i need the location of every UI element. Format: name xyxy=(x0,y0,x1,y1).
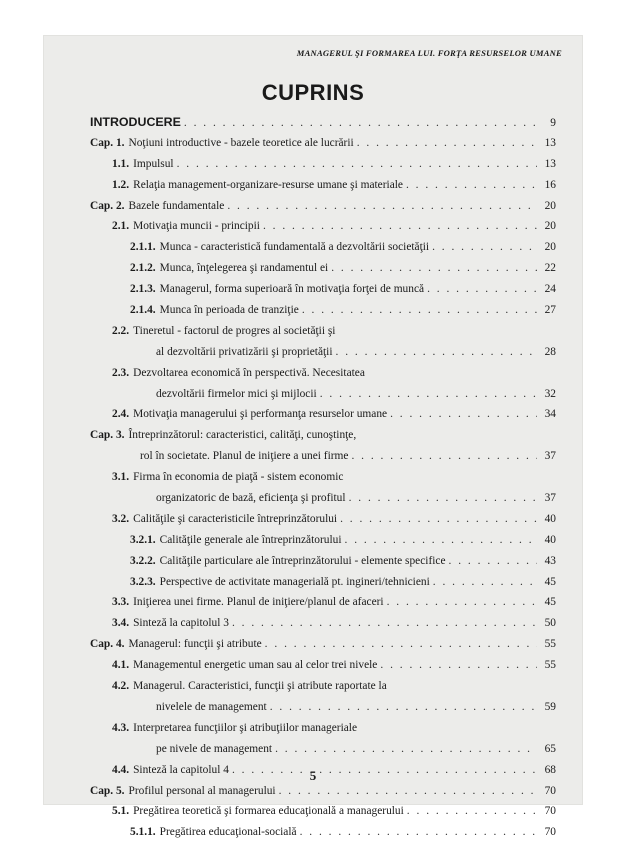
toc-entry-title: Munca - caracteristică fundamentală a dezvoltării societăţii xyxy=(159,241,430,254)
toc-entry-title: Calităţile şi caracteristicile întreprinzătorului xyxy=(133,512,338,525)
dot-leader xyxy=(387,592,537,613)
toc-entry-number: Cap. 2. xyxy=(90,199,125,212)
toc-entry-page: 59 xyxy=(544,700,556,713)
toc-entry-number: 2.1.3. xyxy=(130,283,156,296)
toc-entry-number: 4.4. xyxy=(112,763,130,776)
toc-entry xyxy=(90,175,556,196)
toc-entry-number: 4.1. xyxy=(112,659,130,672)
toc-entry-title: Firma în economia de piaţă - sistem economic xyxy=(133,471,344,484)
toc-entry-number: 5.1.1. xyxy=(130,826,156,839)
toc-entry-page: 43 xyxy=(544,554,556,567)
toc-entry-title: Managerul. Caracteristici, funcţii şi atribute raportate la xyxy=(133,680,387,693)
toc-entry-page: 40 xyxy=(544,512,556,525)
toc-entry-title: Profilul personal al managerului xyxy=(128,784,276,797)
dot-leader xyxy=(336,342,538,363)
toc-entry xyxy=(90,509,556,530)
toc-entry-page: 70 xyxy=(544,826,556,839)
toc-entry-title: Managerul, forma superioară în motivaţia forţei de muncă xyxy=(159,283,425,296)
toc-entry-number: 3.3. xyxy=(112,596,130,609)
toc-entry xyxy=(90,467,556,509)
running-header: MANAGERUL ŞI FORMAREA LUI. FORŢA RESURSELOR UMANE xyxy=(296,48,562,58)
dot-leader xyxy=(263,216,537,237)
toc-entry-number: 2.2. xyxy=(112,324,130,337)
toc-entry-page: 40 xyxy=(544,533,556,546)
toc-entry xyxy=(90,133,556,154)
dot-leader xyxy=(357,133,537,154)
toc-entry-page: 37 xyxy=(544,450,556,463)
toc-entry-title-continued: organizatoric de bază, eficienţa şi profitul xyxy=(156,492,346,505)
toc-entry-page: 28 xyxy=(544,345,556,358)
toc-entry-page: 16 xyxy=(544,178,556,191)
dot-leader xyxy=(232,613,537,634)
dot-leader xyxy=(349,488,537,509)
toc-entry-page: 70 xyxy=(544,805,556,818)
dot-leader xyxy=(407,801,537,822)
toc-entry xyxy=(90,321,556,363)
toc-entry-page: 50 xyxy=(544,617,556,630)
toc-entry xyxy=(90,718,556,760)
dot-leader xyxy=(331,258,537,279)
toc-entry-page: 13 xyxy=(544,157,556,170)
toc-entry-title: Perspective de activitate managerială pt. ingineri/tehnicieni xyxy=(159,575,430,588)
toc-entry-number: Cap. 5. xyxy=(90,784,125,797)
toc-entry-number: 3.2.3. xyxy=(130,575,156,588)
toc-entry-page: 37 xyxy=(544,492,556,505)
dot-leader xyxy=(390,404,537,425)
book-page xyxy=(44,36,582,839)
dot-leader xyxy=(227,196,537,217)
toc-entry-page: 70 xyxy=(544,784,556,797)
dot-leader xyxy=(380,655,537,676)
toc-entry-number: Cap. 1. xyxy=(90,136,125,149)
dot-leader xyxy=(406,175,537,196)
toc-entry-title: Pregătirea educaţional-socială xyxy=(159,826,297,839)
toc-entry xyxy=(90,404,556,425)
dot-leader xyxy=(351,446,537,467)
dot-leader xyxy=(340,509,537,530)
toc-entry-number: 2.4. xyxy=(112,408,130,421)
toc-entry xyxy=(90,258,556,279)
toc-entry xyxy=(90,216,556,237)
page-number: 5 xyxy=(309,768,317,783)
toc-entry xyxy=(90,425,556,467)
toc-entry-title-continued: al dezvoltării privatizării şi proprietăţii xyxy=(156,345,333,358)
toc-entry xyxy=(90,655,556,676)
toc-entry-page: 9 xyxy=(550,117,556,129)
toc-entry-number: 4.2. xyxy=(112,680,130,693)
toc-entry-title-continued: nivelele de management xyxy=(156,700,267,713)
toc-entry-page: 68 xyxy=(544,763,556,776)
toc-entry-number: 3.1. xyxy=(112,471,130,484)
dot-leader xyxy=(433,572,537,593)
toc-entry-title: INTRODUCERE xyxy=(90,115,181,129)
dot-leader xyxy=(270,697,537,718)
toc-entry-number: Cap. 4. xyxy=(90,638,125,651)
toc-entry-title: Managerul: funcţii şi atribute xyxy=(128,638,262,651)
toc-entry-page: 20 xyxy=(544,199,556,212)
toc-entry xyxy=(90,196,556,217)
toc-entry-number: 1.2. xyxy=(112,178,130,191)
toc-entry-title: Iniţierea unei firme. Planul de iniţiere/planul de afaceri xyxy=(133,596,384,609)
dot-leader xyxy=(320,384,537,405)
toc-entry xyxy=(90,676,556,718)
toc-entry-number: 2.3. xyxy=(112,366,130,379)
toc-entry-number: 3.2. xyxy=(112,512,130,525)
toc-entry-page: 32 xyxy=(544,387,556,400)
dot-leader xyxy=(449,551,537,572)
dot-leader xyxy=(432,237,537,258)
toc-entry-title-continued: dezvoltării firmelor mici şi mijlocii xyxy=(156,387,317,400)
page-title: CUPRINS xyxy=(261,80,365,105)
toc-entry-title: Calităţile particulare ale întreprinzătorului - elemente specifice xyxy=(159,554,446,567)
toc-entry-page: 22 xyxy=(544,262,556,275)
toc-entry-title: Calităţile generale ale întreprinzătorului xyxy=(159,533,342,546)
toc-entry xyxy=(90,551,556,572)
dot-leader xyxy=(275,739,537,760)
toc-entry-title: Sinteză la capitolul 4 xyxy=(133,763,229,776)
dot-leader xyxy=(427,279,537,300)
toc-entry xyxy=(90,112,556,133)
toc-entry-number: 2.1.2. xyxy=(130,262,156,275)
toc-entry xyxy=(90,237,556,258)
toc-entry-page: 55 xyxy=(544,659,556,672)
toc-entry-title: Relaţia management-organizare-resurse umane şi materiale xyxy=(133,178,403,191)
toc-entry-number: 3.2.1. xyxy=(130,533,156,546)
toc-entry-title-continued: pe nivele de management xyxy=(156,742,273,755)
toc-entry-number: 2.1.4. xyxy=(130,304,156,317)
toc-entry-number: Cap. 3. xyxy=(90,429,125,442)
toc-entry-number: 3.2.2. xyxy=(130,554,156,567)
toc-entry-title: Sinteză la capitolul 3 xyxy=(133,617,229,630)
toc-entry-title: Munca, înţelegerea şi randamentul ei xyxy=(159,262,329,275)
toc-entry-page: 27 xyxy=(544,304,556,317)
toc-entry-page: 55 xyxy=(544,638,556,651)
toc-entry-page: 13 xyxy=(544,136,556,149)
toc-entry-title: Întreprinzătorul: caracteristici, calităţi, cunoştinţe, xyxy=(128,429,357,442)
toc-entry-number: 2.1. xyxy=(112,220,130,233)
toc-entry-title: Dezvoltarea economică în perspectivă. Necesitatea xyxy=(133,366,365,379)
dot-leader xyxy=(265,634,537,655)
toc-entry-title: Managementul energetic uman sau al celor trei nivele xyxy=(133,659,378,672)
toc-entry-page: 20 xyxy=(544,241,556,254)
toc-entry xyxy=(90,530,556,551)
toc-entry-page: 45 xyxy=(544,596,556,609)
toc-entry-page: 65 xyxy=(544,742,556,755)
dot-leader xyxy=(177,154,537,175)
toc-entry xyxy=(90,613,556,634)
toc-entry-number: 2.1.1. xyxy=(130,241,156,254)
toc-entry xyxy=(90,801,556,822)
toc-entry xyxy=(90,572,556,593)
toc-entry-number: 3.4. xyxy=(112,617,130,630)
toc-entry-number: 1.1. xyxy=(112,157,130,170)
toc-entry-page: 34 xyxy=(544,408,556,421)
toc-entry-title: Tineretul - factorul de progres al societăţii şi xyxy=(133,324,336,337)
toc-entry xyxy=(90,154,556,175)
toc-entry-number: 5.1. xyxy=(112,805,130,818)
toc-entry-title: Motivaţia muncii - principii xyxy=(133,220,260,233)
toc-entry-title: Motivaţia managerului şi performanţa resurselor umane xyxy=(133,408,388,421)
toc-entry-title: Pregătirea teoretică şi formarea educaţională a managerului xyxy=(133,805,404,818)
table-of-contents xyxy=(90,112,556,843)
toc-entry xyxy=(90,634,556,655)
toc-entry xyxy=(90,363,556,405)
toc-entry-title: Interpretarea funcţiilor şi atribuţiilor manageriale xyxy=(133,721,358,734)
toc-entry-number: 4.3. xyxy=(112,721,130,734)
toc-entry xyxy=(90,300,556,321)
toc-entry xyxy=(90,592,556,613)
toc-entry-title: Noţiuni introductive - bazele teoretice ale lucrării xyxy=(128,136,354,149)
toc-entry-title: Bazele fundamentale xyxy=(128,199,225,212)
dot-leader xyxy=(302,300,537,321)
toc-entry-title: Impulsul xyxy=(133,157,174,170)
dot-leader xyxy=(345,530,538,551)
toc-entry-page: 20 xyxy=(544,220,556,233)
toc-entry-page: 24 xyxy=(544,283,556,296)
toc-entry-title-continued: rol în societate. Planul de iniţiere a unei firme xyxy=(140,450,349,463)
toc-entry xyxy=(90,279,556,300)
dot-leader xyxy=(184,113,537,134)
toc-entry-title: Munca în perioada de tranziţie xyxy=(159,304,299,317)
toc-entry-page: 45 xyxy=(544,575,556,588)
